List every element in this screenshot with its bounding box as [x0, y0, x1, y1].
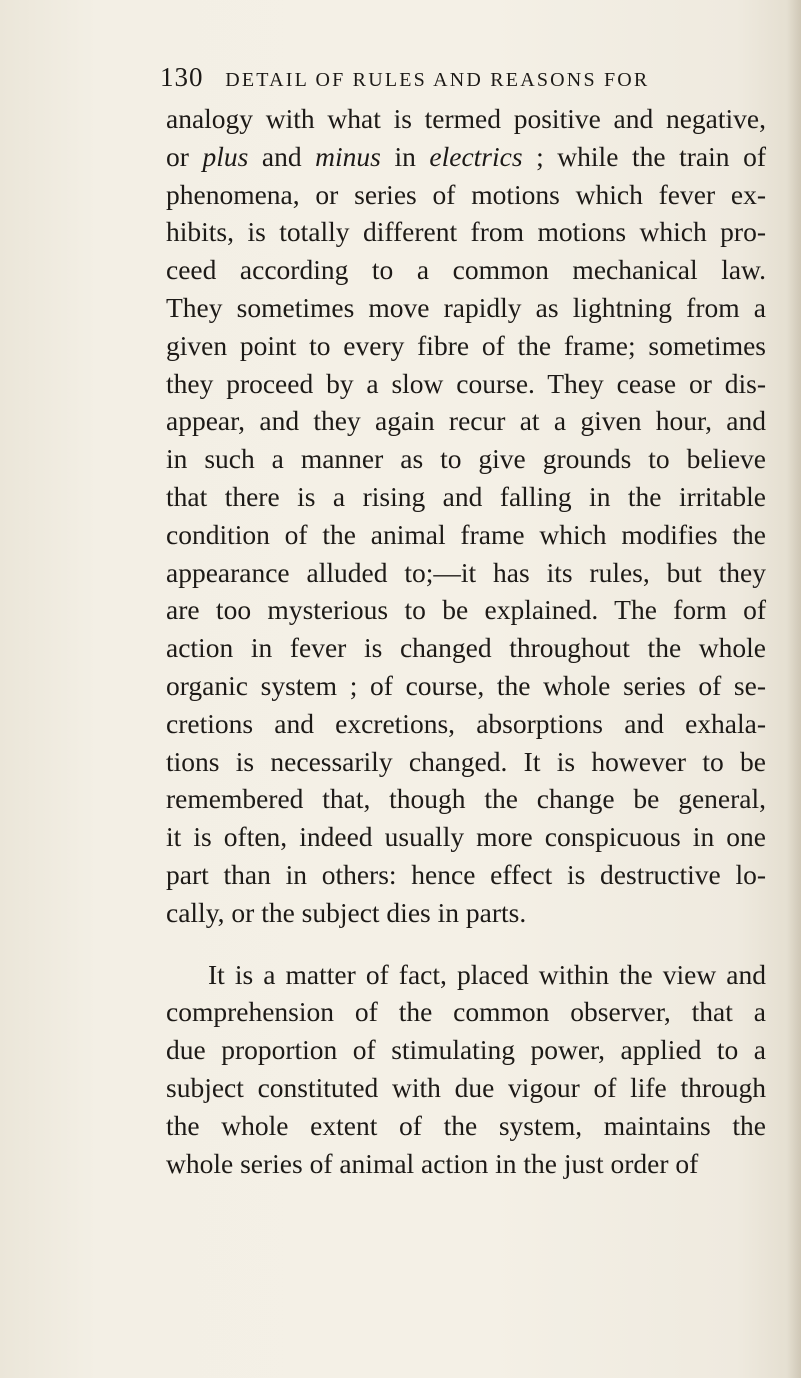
text-segment: it is often, indeed usually more conspicuous in one	[166, 821, 766, 853]
text-line	[166, 856, 766, 894]
text-line	[166, 743, 766, 781]
text-segment: in such a manner as to give grounds to believe	[166, 443, 766, 475]
text-line	[166, 818, 766, 856]
text-line	[166, 402, 766, 440]
text-segment: given point to every fibre of the frame; sometimes	[166, 329, 766, 361]
body-text	[166, 100, 766, 1182]
page-edge-shadow	[787, 0, 801, 1378]
text-segment: ; while the train of	[522, 140, 766, 172]
text-segment: hibits, is totally different from motions which pro-	[166, 216, 766, 248]
text-line	[166, 554, 766, 592]
text-line	[166, 629, 766, 667]
text-line	[166, 516, 766, 554]
text-line	[166, 591, 766, 629]
paragraph-1	[166, 100, 766, 932]
text-line	[166, 478, 766, 516]
text-line	[166, 705, 766, 743]
text-line	[166, 138, 766, 176]
text-segment: cretions and excretions, absorptions and exhala-	[166, 707, 766, 739]
text-segment: remembered that, though the change be general,	[166, 783, 766, 815]
text-segment: part than in others: hence effect is destructive lo-	[166, 858, 766, 890]
running-header	[160, 62, 649, 93]
text-line	[166, 365, 766, 403]
paragraph-2	[166, 956, 766, 1183]
text-line	[166, 100, 766, 138]
italic-term: electrics	[429, 140, 523, 172]
text-line	[166, 327, 766, 365]
text-segment: and	[248, 140, 316, 172]
text-line: whole series of animal action in the just order of	[166, 1147, 699, 1179]
text-line	[166, 251, 766, 289]
text-segment: They sometimes move rapidly as lightning from a	[166, 291, 766, 323]
text-segment: appearance alluded to;—it has its rules, but they	[166, 556, 766, 588]
text-line: the whole extent of the system, maintains the	[166, 1109, 766, 1141]
text-segment: are too mysterious to be explained. The form of	[166, 594, 766, 626]
text-line	[166, 667, 766, 705]
text-line	[166, 894, 766, 932]
text-segment: condition of the animal frame which modifies the	[166, 518, 766, 550]
text-segment: or	[166, 140, 203, 172]
text-line	[166, 780, 766, 818]
text-segment: organic system ; of course, the whole series of se-	[166, 669, 766, 701]
page-number: 130	[160, 62, 204, 92]
paragraph-gap	[166, 932, 766, 956]
text-segment: cally, or the subject dies in parts.	[166, 896, 527, 928]
text-line: It is a matter of fact, placed within the view and	[208, 958, 766, 990]
text-segment: ceed according to a common mechanical law.	[166, 254, 766, 286]
text-line: comprehension of the common observer, that a	[166, 996, 766, 1028]
text-line: subject constituted with due vigour of life through	[166, 1071, 766, 1103]
text-segment: in	[380, 140, 430, 172]
text-segment: action in fever is changed throughout the whole	[166, 632, 766, 664]
text-line	[166, 176, 766, 214]
running-title: DETAIL OF RULES AND REASONS FOR	[225, 69, 650, 91]
text-line	[166, 213, 766, 251]
italic-term: minus	[315, 140, 381, 172]
text-segment: tions is necessarily changed. It is however to be	[166, 745, 766, 777]
text-segment: that there is a rising and falling in the irritable	[166, 480, 766, 512]
text-line	[166, 440, 766, 478]
text-segment: appear, and they again recur at a given hour, and	[166, 405, 766, 437]
text-segment: phenomena, or series of motions which fever ex-	[166, 178, 766, 210]
text-line: due proportion of stimulating power, applied to a	[166, 1034, 766, 1066]
text-segment: analogy with what is termed positive and negative,	[166, 103, 766, 134]
text-segment: they proceed by a slow course. They cease or dis-	[166, 367, 766, 399]
text-line	[166, 289, 766, 327]
italic-term: plus	[202, 140, 249, 172]
